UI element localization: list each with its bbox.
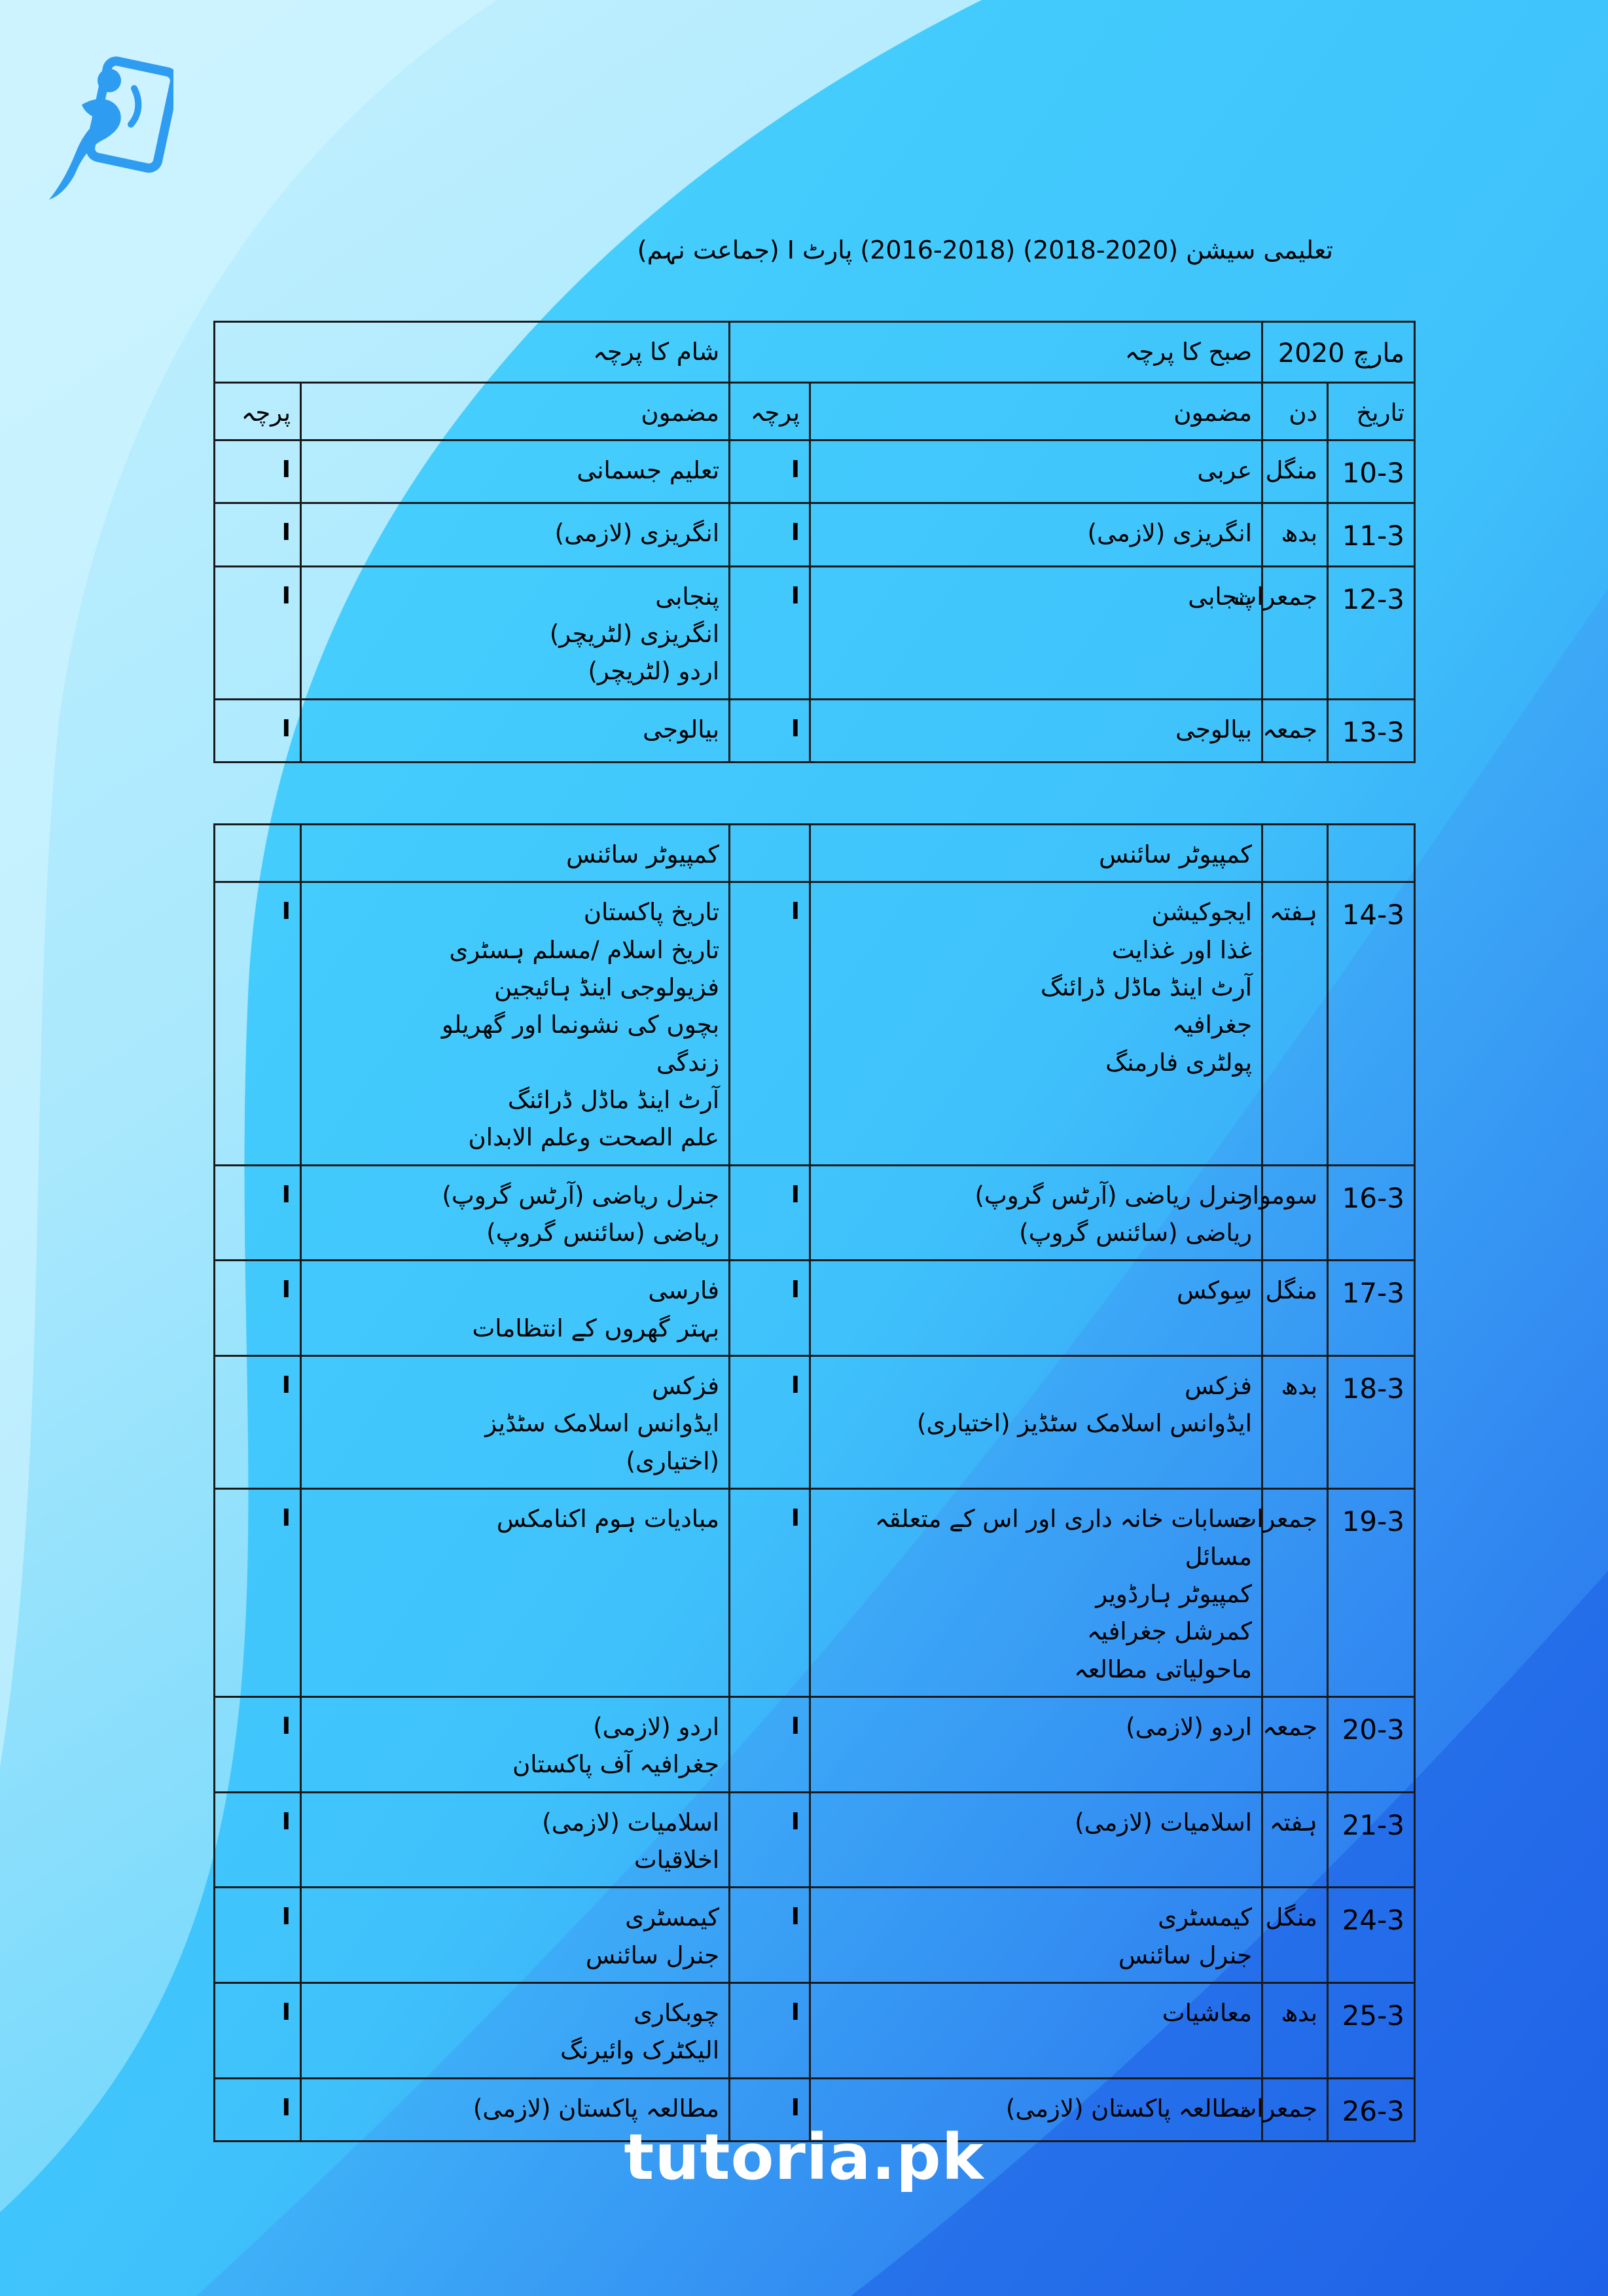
subject-line: اردو (لٹریچر) xyxy=(588,657,720,686)
day-cell: بدھ xyxy=(1262,1356,1328,1489)
subject-line: جغرافیہ آف پاکستان xyxy=(512,1750,719,1779)
evening-paper-cell: I xyxy=(215,440,301,503)
day-cell: منگل xyxy=(1262,1888,1328,1983)
subject-line: بیالوجی xyxy=(643,715,720,744)
subject-line: کیمسٹری xyxy=(625,1903,719,1932)
evening-paper-header: شام کا پرچہ xyxy=(215,322,730,383)
date-cell: 20-3 xyxy=(1328,1696,1415,1792)
schedule-table-2 xyxy=(213,823,1416,2142)
subject-line: ایڈوانس اسلامک سٹڈیز (اختیاری) xyxy=(917,1409,1252,1438)
subject-line: ماحولیاتی مطالعہ xyxy=(1074,1655,1252,1683)
subject-line: ریاضی (سائنس گروپ) xyxy=(1019,1219,1252,1247)
subject-line: ریاضی (سائنس گروپ) xyxy=(486,1219,719,1247)
morning-paper-cell: I xyxy=(730,1165,810,1261)
day-cell: منگل xyxy=(1262,1261,1328,1356)
table-row xyxy=(215,882,1415,1165)
subject-line: پولٹری فارمنگ xyxy=(1105,1048,1252,1077)
subject-line: اردو (لازمی) xyxy=(593,1712,719,1741)
morning-paper-cell: I xyxy=(730,1982,810,2078)
evening-paper-cell: I xyxy=(215,566,301,699)
date-cell: 17-3 xyxy=(1328,1261,1415,1356)
evening-subject-cell xyxy=(301,1696,730,1792)
subject-line: عربی xyxy=(1197,456,1253,485)
evening-paper-cell: I xyxy=(215,503,301,566)
morning-subject-cell xyxy=(810,503,1262,566)
table-row xyxy=(215,503,1415,566)
morning-subject-cell xyxy=(810,1356,1262,1489)
subject-line: بہتر گھروں کے انتظامات xyxy=(472,1314,719,1342)
morning-subject-cell xyxy=(810,440,1262,503)
evening-paper-cell: I xyxy=(215,1792,301,1888)
day-column-header xyxy=(1262,825,1328,882)
subject-line: جنرل سائنس xyxy=(1118,1941,1252,1969)
day-cell: جمعہ xyxy=(1262,699,1328,762)
table-row xyxy=(215,440,1415,503)
subject-line: کیمسٹری xyxy=(1158,1903,1252,1932)
schedule-table-1 xyxy=(213,321,1416,763)
date-column-header xyxy=(1328,825,1415,882)
day-cell: سوموار xyxy=(1262,1165,1328,1261)
subject-line: الیکٹرک وائیرنگ xyxy=(560,2036,719,2065)
evening-group-header: کمپیوٹر سائنس xyxy=(301,825,730,882)
date-cell: 19-3 xyxy=(1328,1489,1415,1697)
day-cell: ہفتہ xyxy=(1262,1792,1328,1888)
subject-line: معاشیات xyxy=(1162,1998,1252,2027)
day-cell: جمعرات xyxy=(1262,1489,1328,1697)
subject-line: اسلامیات (لازمی) xyxy=(1075,1808,1252,1837)
day-cell: بدھ xyxy=(1262,503,1328,566)
subject-line: انگریزی (لازمی) xyxy=(1087,519,1253,548)
day-column-header: دن xyxy=(1262,383,1328,440)
evening-paper-cell: I xyxy=(215,1261,301,1356)
subject-line: کمپیوٹر ہارڈویر xyxy=(1096,1579,1252,1608)
day-cell: جمعرات xyxy=(1262,566,1328,699)
subject-line: آرٹ اینڈ ماڈل ڈرائنگ xyxy=(507,1086,719,1115)
subject-line: (اختیاری) xyxy=(626,1446,719,1475)
subject-line: ایجوکیشن xyxy=(1151,898,1252,927)
evening-subject-cell xyxy=(301,699,730,762)
morning-paper-cell: I xyxy=(730,2078,810,2141)
subject-line: مطالعہ پاکستان (لازمی) xyxy=(1005,2094,1252,2123)
subject-line: بچوں کی نشونما اور گھریلو xyxy=(441,1011,719,1039)
day-cell: جمعہ xyxy=(1262,1696,1328,1792)
subject-line: اخلاقیات xyxy=(634,1845,719,1874)
evening-subject-cell xyxy=(301,566,730,699)
subject-line: جنرل سائنس xyxy=(585,1941,719,1969)
day-cell: ہفتہ xyxy=(1262,882,1328,1165)
evening-paper-column-header: پرچہ xyxy=(215,383,301,440)
subject-line: مسائل xyxy=(1185,1542,1252,1571)
morning-group-header: کمپیوٹر سائنس xyxy=(810,825,1262,882)
morning-subject-cell xyxy=(810,1888,1262,1983)
date-cell: 13-3 xyxy=(1328,699,1415,762)
morning-subject-cell xyxy=(810,1489,1262,1697)
evening-subject-cell xyxy=(301,1356,730,1489)
date-column-header: تاریخ xyxy=(1328,383,1415,440)
table-row xyxy=(215,1696,1415,1792)
morning-paper-cell: I xyxy=(730,1696,810,1792)
date-cell: 10-3 xyxy=(1328,440,1415,503)
subject-line: اسلامیات (لازمی) xyxy=(542,1808,719,1837)
morning-paper-cell: I xyxy=(730,1888,810,1983)
subject-line: مبادیات ہوم اکنامکس xyxy=(496,1505,719,1534)
morning-paper-column-header xyxy=(730,825,810,882)
morning-subject-cell xyxy=(810,882,1262,1165)
date-cell: 21-3 xyxy=(1328,1792,1415,1888)
morning-paper-header: صبح کا پرچہ xyxy=(730,322,1262,383)
table-row xyxy=(215,1356,1415,1489)
subject-line: انگریزی (لازمی) xyxy=(554,519,720,548)
subject-line: فزکس xyxy=(652,1372,719,1401)
morning-paper-column-header: پرچہ xyxy=(730,383,810,440)
date-cell: 12-3 xyxy=(1328,566,1415,699)
evening-paper-cell: I xyxy=(215,1888,301,1983)
day-cell: منگل xyxy=(1262,440,1328,503)
subject-line: غذا اور غذایت xyxy=(1111,935,1252,964)
date-cell: 11-3 xyxy=(1328,503,1415,566)
subject-line: تاریخ پاکستان xyxy=(583,898,719,927)
morning-subject-cell xyxy=(810,566,1262,699)
morning-paper-cell: I xyxy=(730,503,810,566)
morning-paper-cell: I xyxy=(730,699,810,762)
table-row xyxy=(215,1489,1415,1697)
subject-line: سِوکس xyxy=(1177,1276,1252,1305)
evening-subject-cell xyxy=(301,1792,730,1888)
column-header-row xyxy=(215,383,1415,440)
evening-subject-cell xyxy=(301,503,730,566)
subject-line: چوبکاری xyxy=(634,1998,719,2027)
table-row xyxy=(215,1261,1415,1356)
table-row xyxy=(215,566,1415,699)
subject-line: مطالعہ پاکستان (لازمی) xyxy=(473,2094,719,2123)
date-cell: 16-3 xyxy=(1328,1165,1415,1261)
evening-paper-cell: I xyxy=(215,2078,301,2141)
table-header-row xyxy=(215,322,1415,383)
morning-subject-column-header: مضمون xyxy=(810,383,1262,440)
evening-paper-cell: I xyxy=(215,1696,301,1792)
morning-paper-cell: I xyxy=(730,1356,810,1489)
subject-line: ایڈوانس اسلامک سٹڈیز xyxy=(485,1409,719,1438)
evening-subject-cell xyxy=(301,440,730,503)
evening-paper-cell: I xyxy=(215,1165,301,1261)
evening-subject-cell xyxy=(301,1261,730,1356)
subject-line: تاریخ اسلام /مسلم ہسٹری xyxy=(449,935,719,964)
subject-line: آرٹ اینڈ ماڈل ڈرائنگ xyxy=(1040,973,1252,1002)
morning-paper-cell: I xyxy=(730,1261,810,1356)
subject-line: جنرل ریاضی (آرٹس گروپ) xyxy=(442,1181,719,1210)
subject-line: حسابات خانہ داری اور اس کے متعلقہ xyxy=(874,1505,1252,1534)
day-cell: جمعرات xyxy=(1262,2078,1328,2141)
subject-line: تعلیم جسمانی xyxy=(577,456,720,485)
morning-subject-cell xyxy=(810,1696,1262,1792)
subject-line: اردو (لازمی) xyxy=(1126,1712,1252,1741)
table-row xyxy=(215,699,1415,762)
table-row xyxy=(215,1165,1415,1261)
morning-subject-cell xyxy=(810,699,1262,762)
evening-subject-column-header: مضمون xyxy=(301,383,730,440)
evening-paper-cell: I xyxy=(215,882,301,1165)
footer-brand: tutoria.pk xyxy=(624,2121,984,2194)
day-cell: بدھ xyxy=(1262,1982,1328,2078)
morning-paper-cell: I xyxy=(730,1489,810,1697)
morning-subject-cell xyxy=(810,1792,1262,1888)
evening-subject-cell xyxy=(301,1165,730,1261)
table-row xyxy=(215,1792,1415,1888)
evening-paper-cell: I xyxy=(215,1489,301,1697)
subject-line: جنرل ریاضی (آرٹس گروپ) xyxy=(974,1181,1252,1210)
evening-paper-cell: I xyxy=(215,699,301,762)
subject-line: پنجابی xyxy=(655,582,720,611)
subject-line: فزیولوجی اینڈ ہائیجین xyxy=(494,973,719,1002)
evening-paper-cell: I xyxy=(215,1982,301,2078)
subject-line: زندگی xyxy=(656,1048,719,1077)
table-row xyxy=(215,1888,1415,1983)
date-cell: 26-3 xyxy=(1328,2078,1415,2141)
page-title: تعلیمی سیشن (2020-2018) (2018-2016) پارٹ I (جماعت نہم) xyxy=(637,236,1333,264)
morning-subject-cell xyxy=(810,1165,1262,1261)
evening-paper-cell: I xyxy=(215,1356,301,1489)
table-row xyxy=(215,1982,1415,2078)
morning-paper-cell: I xyxy=(730,882,810,1165)
month-header: مارچ 2020 xyxy=(1262,322,1415,383)
date-cell: 14-3 xyxy=(1328,882,1415,1165)
evening-subject-cell xyxy=(301,1489,730,1697)
subject-line: بیالوجی xyxy=(1175,715,1253,744)
subject-line: فارسی xyxy=(648,1276,719,1305)
morning-paper-cell: I xyxy=(730,1792,810,1888)
evening-paper-column-header xyxy=(215,825,301,882)
subject-line: فزکس xyxy=(1185,1372,1252,1401)
morning-subject-cell xyxy=(810,1261,1262,1356)
table-header-row xyxy=(215,825,1415,882)
morning-paper-cell: I xyxy=(730,566,810,699)
subject-line: جغرافیہ xyxy=(1172,1011,1252,1039)
morning-paper-cell: I xyxy=(730,440,810,503)
subject-line: انگریزی (لٹریچر) xyxy=(549,619,720,648)
date-cell: 24-3 xyxy=(1328,1888,1415,1983)
subject-line: پنجابی xyxy=(1188,582,1253,611)
evening-subject-cell xyxy=(301,1982,730,2078)
evening-subject-cell xyxy=(301,1888,730,1983)
tutoria-logo-icon xyxy=(36,43,173,206)
subject-line: علم الصحت وعلم الابدان xyxy=(468,1123,719,1152)
morning-subject-cell xyxy=(810,1982,1262,2078)
date-cell: 25-3 xyxy=(1328,1982,1415,2078)
subject-line: کمرشل جغرافیہ xyxy=(1086,1617,1252,1646)
date-cell: 18-3 xyxy=(1328,1356,1415,1489)
evening-subject-cell xyxy=(301,882,730,1165)
